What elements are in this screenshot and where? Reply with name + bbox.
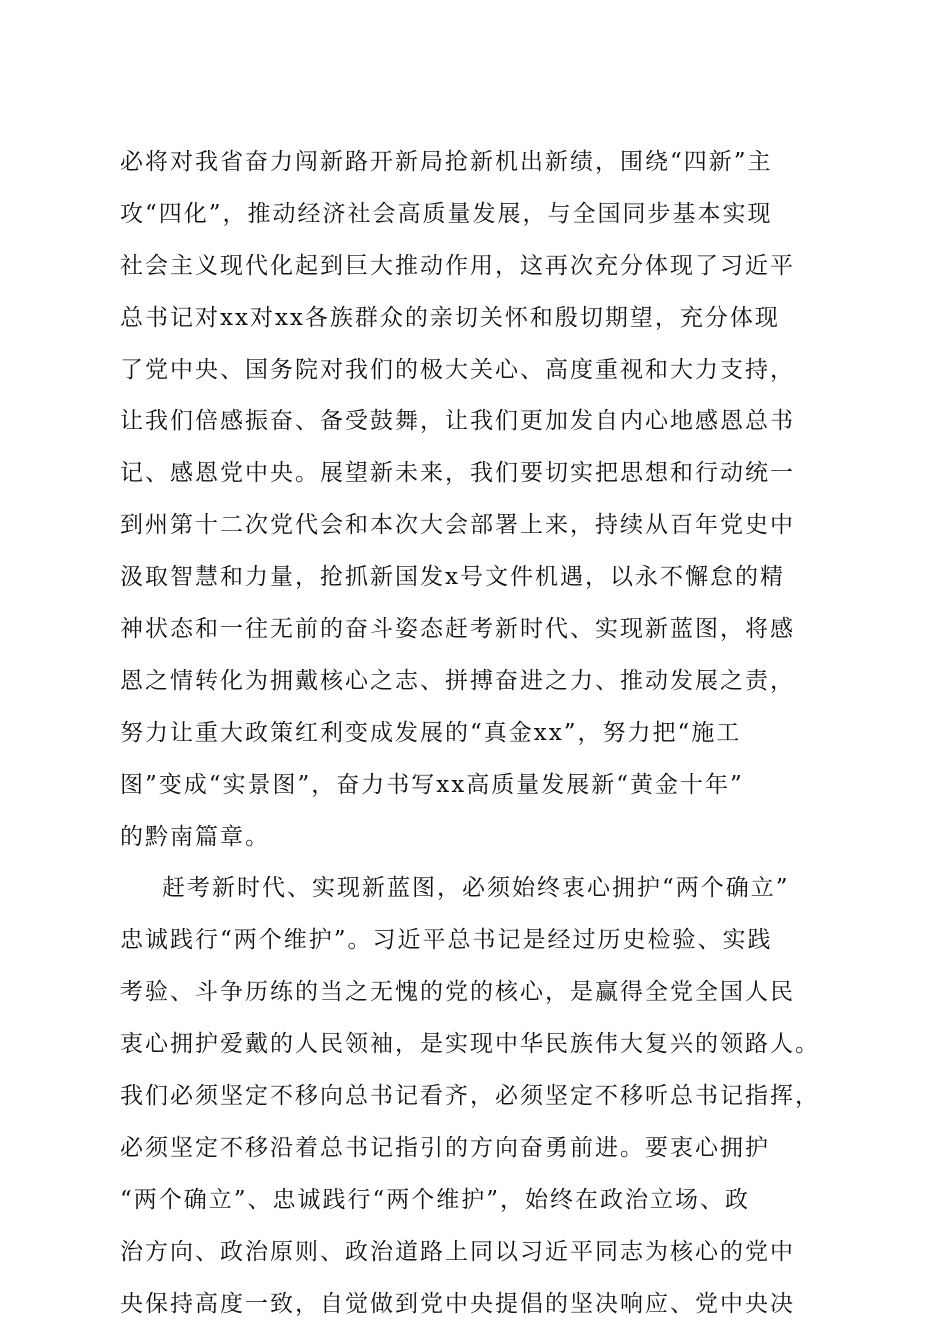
text-line: “两个确立”、忠诚践行“两个维护”，始终在政治立场、政 (120, 1186, 751, 1213)
text-line: 记、感恩党中央。展望新未来，我们要切实把思想和行动统一 (120, 460, 795, 487)
text-line: 社会主义现代化起到巨大推动作用，这再次充分体现了习近平 (120, 252, 795, 279)
text-line: 治方向、政治原则、政治道路上同以习近平同志为核心的党中 (120, 1238, 795, 1265)
text-line: 神状态和一往无前的奋斗姿态赶考新时代、实现新蓝图，将感 (120, 616, 795, 643)
text-line: 我们必须坚定不移向总书记看齐，必须坚定不移听总书记指挥， (120, 1083, 820, 1110)
text-line: 攻“四化”，推动经济社会高质量发展，与全国同步基本实现 (120, 200, 773, 227)
text-line: 央保持高度一致，自觉做到党中央提倡的坚决响应、党中央决 (120, 1290, 795, 1317)
text-line: 考验、斗争历练的当之无愧的党的核心，是赢得全党全国人民 (120, 979, 795, 1006)
text-line: 努力让重大政策红利变成发展的“真金xx”，努力把“施工 (120, 719, 742, 746)
text-line: 总书记对xx对xx各族群众的亲切关怀和殷切期望，充分体现 (120, 304, 780, 331)
document-body (120, 137, 840, 1330)
text-line: 衷心拥护爱戴的人民领袖，是实现中华民族伟大复兴的领路人。 (120, 1031, 820, 1058)
text-line: 的黔南篇章。 (120, 823, 270, 850)
text-line: 图”变成“实景图”，奋力书写xx高质量发展新“黄金十年” (120, 771, 744, 798)
text-line-first: 赶考新时代、实现新蓝图，必须始终衷心拥护“两个确立” (162, 875, 790, 902)
text-line: 让我们倍感振奋、备受鼓舞，让我们更加发自内心地感恩总书 (120, 408, 795, 435)
text-line: 忠诚践行“两个维护”。习近平总书记是经过历史检验、实践 (120, 927, 773, 954)
text-line: 汲取智慧和力量，抢抓新国发x号文件机遇，以永不懈怠的精 (120, 564, 785, 591)
text-line: 必须坚定不移沿着总书记指引的方向奋勇前进。要衷心拥护 (120, 1134, 770, 1161)
text-line: 到州第十二次党代会和本次大会部署上来，持续从百年党史中 (120, 512, 795, 539)
text-line: 必将对我省奋力闯新路开新局抢新机出新绩，围绕“四新”主 (120, 149, 773, 175)
text-line: 了党中央、国务院对我们的极大关心、高度重视和大力支持， (120, 356, 795, 383)
text-line: 恩之情转化为拥戴核心之志、拼搏奋进之力、推动发展之责， (120, 667, 795, 694)
